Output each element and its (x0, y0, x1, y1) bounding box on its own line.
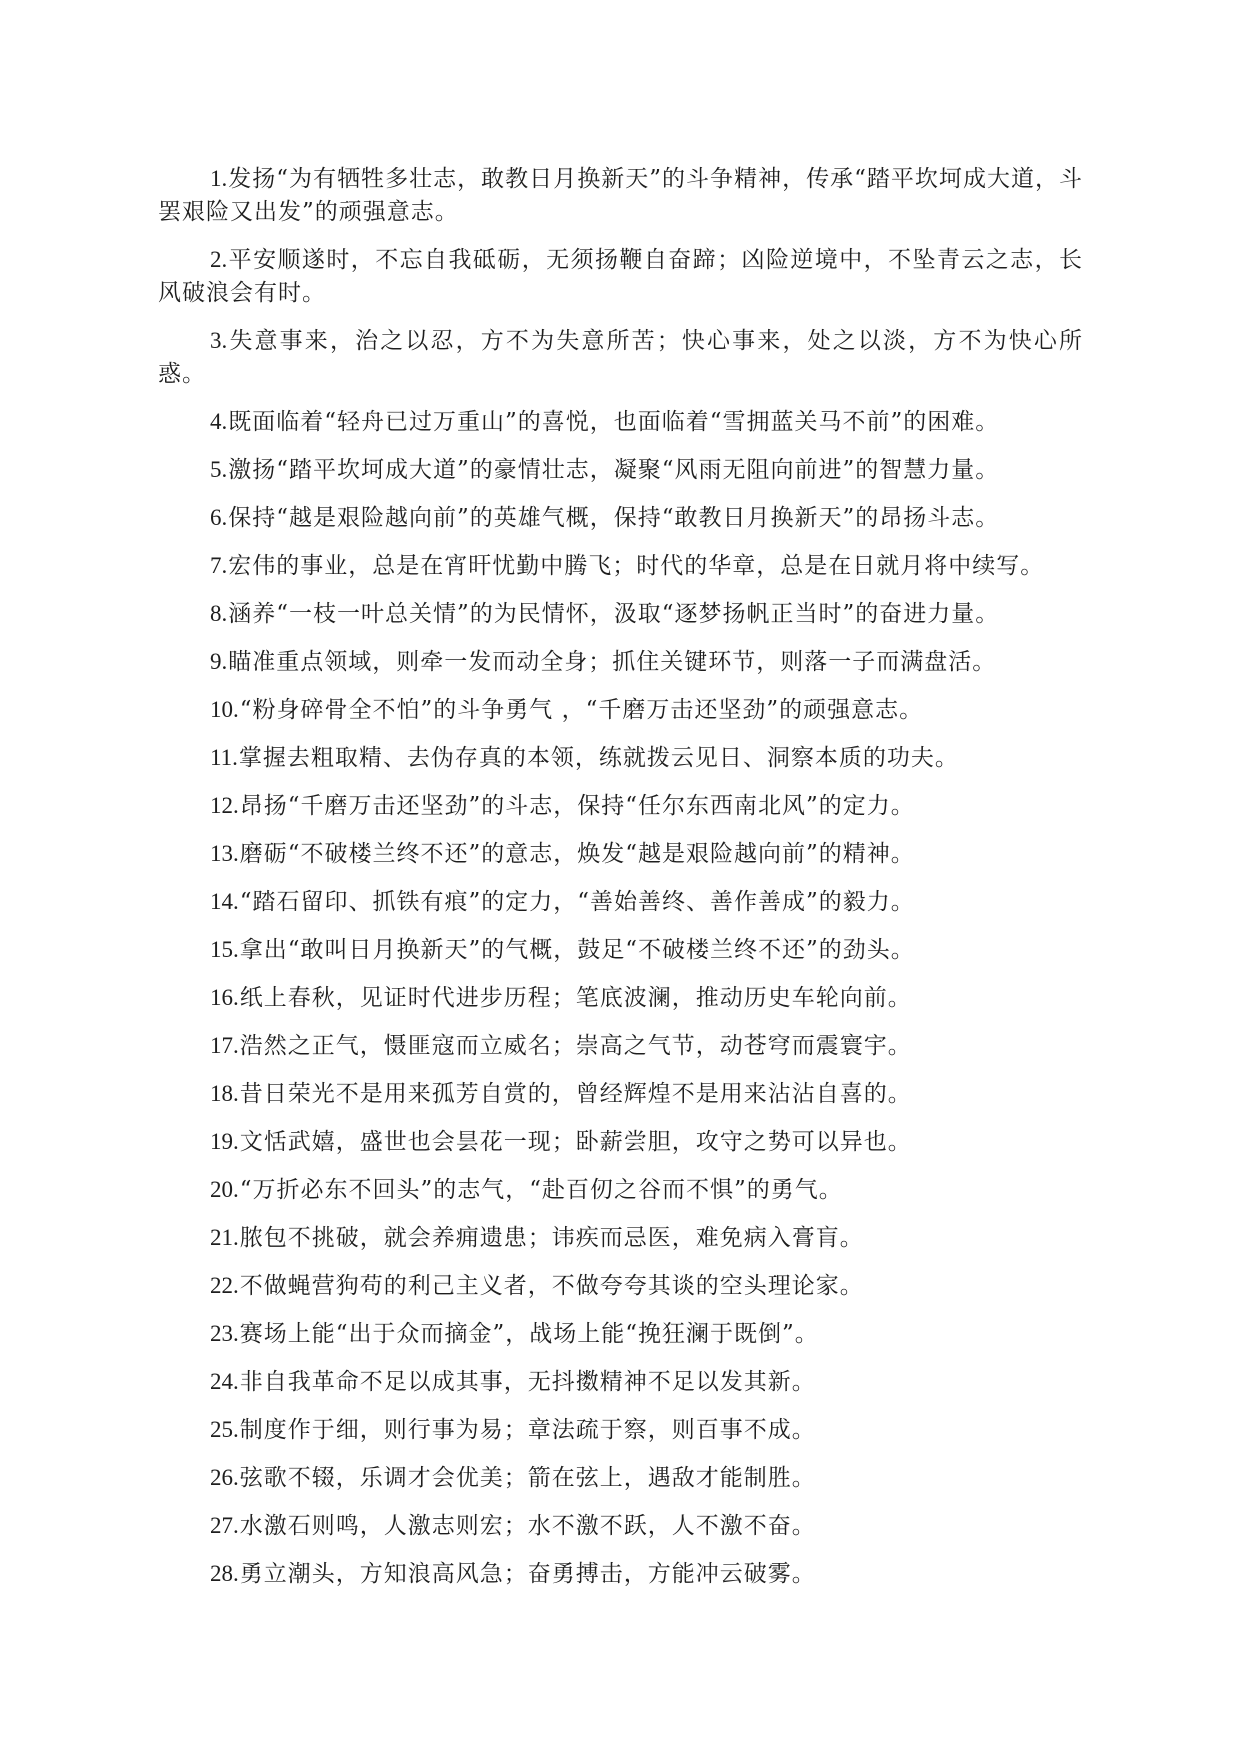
list-item (158, 885, 1083, 919)
item-number: 14. (210, 889, 239, 914)
list-item (158, 1029, 1083, 1063)
item-number: 3. (210, 328, 228, 353)
item-number: 12. (210, 793, 239, 818)
list-item (158, 1077, 1083, 1111)
item-text: 非自我革命不足以成其事，无抖擞精神不足以发其新。 (239, 1369, 816, 1395)
list-item (158, 324, 1083, 391)
list-item (158, 837, 1083, 871)
item-text: 拿出“敢叫日月换新天”的气概，鼓足“不破楼兰终不还”的劲头。 (239, 937, 915, 963)
item-text: 既面临着“轻舟已过万重山”的喜悦，也面临着“雪拥蓝关马不前”的困难。 (228, 409, 1000, 435)
item-number: 5. (210, 457, 228, 482)
list-item (158, 501, 1083, 535)
list-item (158, 1461, 1083, 1495)
list-item (158, 1317, 1083, 1351)
item-text: 瞄准重点领域，则牵一发而动全身；抓住关键环节，则落一子而满盘活。 (228, 649, 997, 675)
item-number: 21. (210, 1225, 239, 1250)
item-text: 保持“越是艰险越向前”的英雄气概，保持“敢教日月换新天”的昂扬斗志。 (228, 505, 1000, 531)
item-text: 水激石则鸣，人激志则宏；水不激不跃，人不激不奋。 (239, 1513, 816, 1539)
item-text: 昔日荣光不是用来孤芳自赏的，曾经辉煌不是用来沾沾自喜的。 (239, 1081, 912, 1107)
list-item (158, 933, 1083, 967)
list-item (158, 789, 1083, 823)
list-item (158, 741, 1083, 775)
item-text: 赛场上能“出于众而摘金”，战场上能“挽狂澜于既倒”。 (239, 1321, 819, 1347)
item-text: “万折必东不回头”的志气，“赴百仞之谷而不惧”的勇气。 (239, 1177, 843, 1203)
item-number: 25. (210, 1417, 239, 1442)
list-item (158, 1557, 1083, 1591)
list-item (158, 1221, 1083, 1255)
list-item (158, 1125, 1083, 1159)
list-item (158, 453, 1083, 487)
list-item (158, 549, 1083, 583)
item-text: 脓包不挑破，就会养痈遗患；讳疾而忌医，难免病入膏肓。 (239, 1225, 864, 1251)
item-text: 不做蝇营狗苟的利己主义者，不做夸夸其谈的空头理论家。 (239, 1273, 864, 1299)
item-number: 10. (210, 697, 239, 722)
item-text: 文恬武嬉，盛世也会昙花一现；卧薪尝胆，攻守之势可以异也。 (239, 1129, 912, 1155)
item-number: 8. (210, 601, 228, 626)
list-item (158, 1269, 1083, 1303)
item-text: 失意事来，治之以忍，方不为失意所苦；快心事来，处之以淡，方不为快心所惑。 (158, 328, 1083, 387)
item-number: 7. (210, 553, 228, 578)
list-item (158, 405, 1083, 439)
item-text: “踏石留印、抓铁有痕”的定力，“善始善终、善作善成”的毅力。 (239, 889, 915, 915)
item-number: 26. (210, 1465, 239, 1490)
list-item (158, 162, 1083, 229)
item-number: 20. (210, 1177, 239, 1202)
document-page (158, 162, 1083, 1605)
item-text: 宏伟的事业，总是在宵旰忧勤中腾飞；时代的华章，总是在日就月将中续写。 (228, 553, 1045, 579)
item-text: 弦歌不辍，乐调才会优美；箭在弦上，遇敌才能制胜。 (239, 1465, 816, 1491)
list-item (158, 243, 1083, 310)
item-number: 18. (210, 1081, 239, 1106)
item-number: 24. (210, 1369, 239, 1394)
list-item (158, 1509, 1083, 1543)
item-text: 勇立潮头，方知浪高风急；奋勇搏击，方能冲云破雾。 (239, 1561, 816, 1587)
item-text: 激扬“踏平坎坷成大道”的豪情壮志，凝聚“风雨无阻向前进”的智慧力量。 (228, 457, 1000, 483)
list-item (158, 1173, 1083, 1207)
item-number: 19. (210, 1129, 239, 1154)
list-item (158, 597, 1083, 631)
item-text: 发扬“为有牺牲多壮志，敢教日月换新天”的斗争精神，传承“踏平坎坷成大道，斗罢艰险又出发”的顽强意志。 (158, 166, 1083, 225)
list-item (158, 1365, 1083, 1399)
item-number: 6. (210, 505, 228, 530)
item-text: 平安顺遂时，不忘自我砥砺，无须扬鞭自奋蹄；凶险逆境中，不坠青云之志，长风破浪会有时。 (158, 247, 1083, 306)
item-number: 11. (210, 745, 238, 770)
list-item (158, 645, 1083, 679)
item-number: 16. (210, 985, 239, 1010)
item-text: 浩然之正气，慑匪寇而立威名；崇高之气节，动苍穹而震寰宇。 (239, 1033, 912, 1059)
item-number: 13. (210, 841, 239, 866)
item-number: 9. (210, 649, 228, 674)
list-item (158, 693, 1083, 727)
item-text: 掌握去粗取精、去伪存真的本领，练就拨云见日、洞察本质的功夫。 (238, 745, 959, 771)
item-number: 22. (210, 1273, 239, 1298)
item-number: 1. (210, 166, 228, 191)
item-number: 2. (210, 247, 228, 272)
list-item (158, 981, 1083, 1015)
item-number: 15. (210, 937, 239, 962)
item-text: 制度作于细，则行事为易；章法疏于察，则百事不成。 (239, 1417, 816, 1443)
item-number: 27. (210, 1513, 239, 1538)
item-number: 23. (210, 1321, 239, 1346)
list-item (158, 1413, 1083, 1447)
item-number: 17. (210, 1033, 239, 1058)
item-text: 昂扬“千磨万击还坚劲”的斗志，保持“任尔东西南北风”的定力。 (239, 793, 915, 819)
item-number: 28. (210, 1561, 239, 1586)
item-text: 磨砺“不破楼兰终不还”的意志，焕发“越是艰险越向前”的精神。 (239, 841, 915, 867)
item-text: 纸上春秋，见证时代进步历程；笔底波澜，推动历史车轮向前。 (239, 985, 912, 1011)
item-text: “粉身碎骨全不怕”的斗争勇气 ，“千磨万击还坚劲”的顽强意志。 (239, 697, 924, 723)
item-text: 涵养“一枝一叶总关情”的为民情怀，汲取“逐梦扬帆正当时”的奋进力量。 (228, 601, 1000, 627)
item-number: 4. (210, 409, 228, 434)
